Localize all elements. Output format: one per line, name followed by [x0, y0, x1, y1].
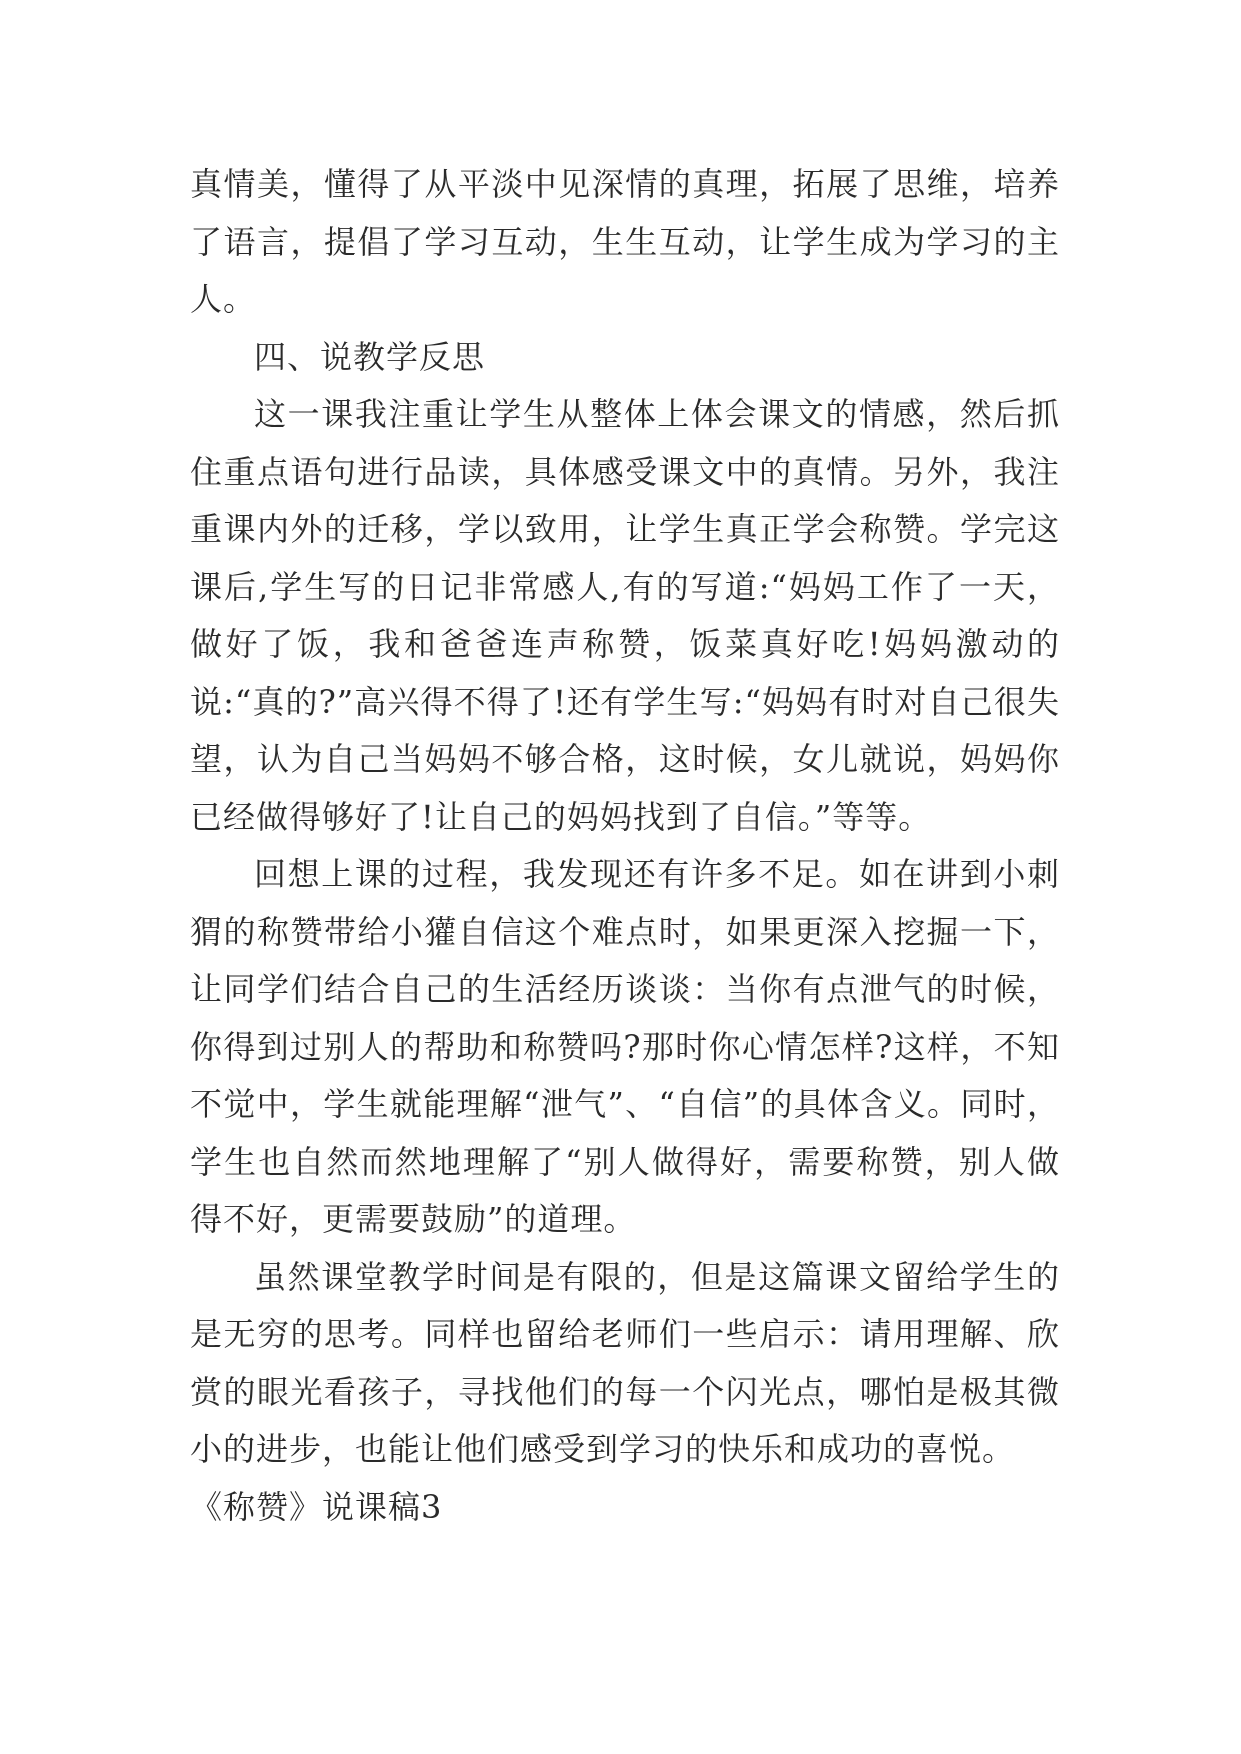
- next-document-title: 《称赞》说课稿3: [190, 1487, 443, 1526]
- document-body: [190, 156, 1060, 1536]
- paragraph-continuation: 真情美，懂得了从平淡中见深情的真理，拓展了思维，培养了语言，提倡了学习互动，生生互动，让学生成为学习的主人。: [190, 165, 1060, 318]
- paragraph-reflection-1: 这一课我注重让学生从整体上体会课文的情感，然后抓住重点语句进行品读，具体感受课文中的真情。另外，我注重课内外的迁移，学以致用，让学生真正学会称赞。学完这课后,学生写的日记非常感人,有的写道:“妈妈工作了一天，做好了饭，我和爸爸连声称赞，饭菜真好吃!妈妈激动的说:“真的?”高兴得不得了!还有学生写:“妈妈有时对自己很失望，认为自己当妈妈不够合格，这时候，女儿就说，妈妈你已经做得够好了!让自己的妈妈找到了自信。”等等。: [190, 395, 1060, 836]
- section-heading-teaching-reflection: 四、说教学反思: [254, 337, 486, 376]
- paragraph-reflection-3: 虽然课堂教学时间是有限的，但是这篇课文留给学生的是无穷的思考。同样也留给老师们一些启示：请用理解、欣赏的眼光看孩子，寻找他们的每一个闪光点，哪怕是极其微小的进步，也能让他们感受到学习的快乐和成功的喜悦。: [190, 1257, 1060, 1468]
- paragraph-reflection-2: 回想上课的过程，我发现还有许多不足。如在讲到小刺猬的称赞带给小獾自信这个难点时，如果更深入挖掘一下，让同学们结合自己的生活经历谈谈：当你有点泄气的时候，你得到过别人的帮助和称赞吗?那时你心情怎样?这样，不知不觉中，学生就能理解“泄气”、“自信”的具体含义。同时，学生也自然而然地理解了“别人做得好，需要称赞，别人做得不好，更需要鼓励”的道理。: [190, 855, 1060, 1238]
